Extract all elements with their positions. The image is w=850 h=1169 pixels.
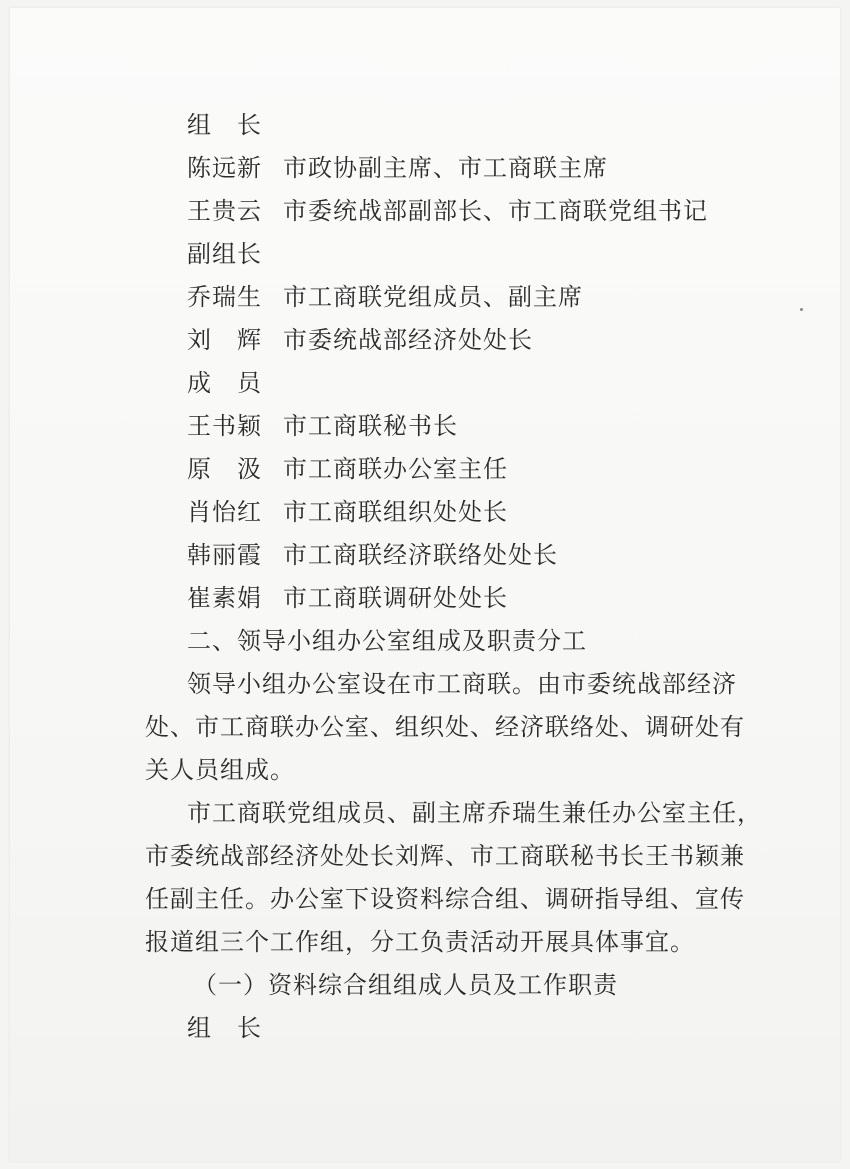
deputy-name: 刘 辉 <box>187 326 262 354</box>
member-name: 肖怡红 <box>187 498 262 526</box>
member-title: 市工商联办公室主任 <box>283 455 508 483</box>
subsection-heading: （一）资料综合组组成人员及工作职责 <box>193 971 618 999</box>
paragraph-line: 领导小组办公室设在市工商联。由市委统战部经济 <box>187 670 737 698</box>
member-title: 市工商联经济联络处处长 <box>283 541 558 569</box>
member-entry <box>145 448 725 491</box>
paragraph-line: 报道组三个工作组，分工负责活动开展具体事宜。 <box>145 928 695 956</box>
member-name: 王书颖 <box>187 412 262 440</box>
paragraph-line: 处、市工商联办公室、组织处、经济联络处、调研处有 <box>145 713 745 741</box>
footer-heading: 组 长 <box>187 1014 262 1042</box>
member-name: 韩丽霞 <box>187 541 262 569</box>
leader-entry <box>145 147 725 190</box>
member-entry <box>145 534 725 577</box>
paragraph-office-staff <box>145 792 762 964</box>
member-title: 市工商联秘书长 <box>283 412 458 440</box>
leader-title: 市政协副主席、市工商联主席 <box>283 154 608 182</box>
member-name: 崔素娟 <box>187 584 262 612</box>
deputy-heading: 副组长 <box>187 240 262 268</box>
paragraph-line: 关人员组成。 <box>145 756 295 784</box>
paragraph-line: 市委统战部经济处处长刘辉、市工商联秘书长王书颖兼 <box>145 842 745 870</box>
document-page <box>10 8 840 1161</box>
paragraph-office-location <box>145 663 745 792</box>
leader-title: 市委统战部副部长、市工商联党组书记 <box>283 197 708 225</box>
member-title: 市工商联组织处处长 <box>283 498 508 526</box>
paragraph-line: 任副主任。办公室下设资料综合组、调研指导组、宣传 <box>145 885 745 913</box>
leader-name: 陈远新 <box>187 154 262 182</box>
member-entry <box>145 405 725 448</box>
member-title: 市工商联调研处处长 <box>283 584 508 612</box>
deputy-name: 乔瑞生 <box>187 283 262 311</box>
leader-entry <box>145 190 725 233</box>
leader-name: 王贵云 <box>187 197 262 225</box>
deputy-entry <box>145 276 725 319</box>
deputy-entry <box>145 319 725 362</box>
scan-speck <box>800 308 803 311</box>
deputy-title: 市委统战部经济处处长 <box>283 326 533 354</box>
section-two-heading: 二、领导小组办公室组成及职责分工 <box>187 627 587 655</box>
leader-heading: 组 长 <box>187 111 262 139</box>
deputy-title: 市工商联党组成员、副主席 <box>283 283 583 311</box>
member-name: 原 汲 <box>187 455 262 483</box>
member-heading: 成 员 <box>187 369 262 397</box>
member-entry <box>145 577 725 620</box>
document-body <box>145 104 762 1050</box>
member-entry <box>145 491 725 534</box>
paragraph-line: 市工商联党组成员、副主席乔瑞生兼任办公室主任， <box>187 799 762 827</box>
